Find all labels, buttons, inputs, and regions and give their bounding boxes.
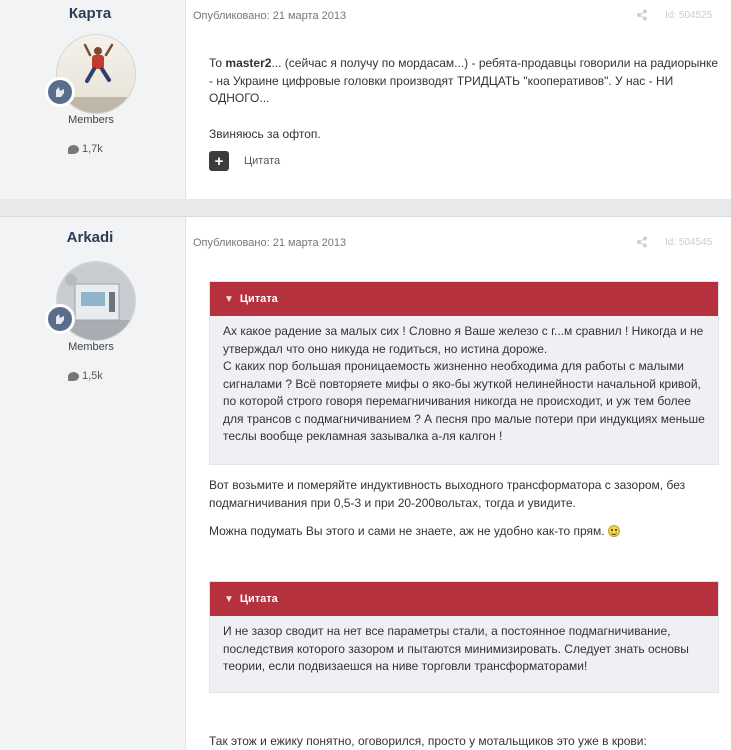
post-content — [209, 55, 719, 143]
quote-line: для трансов с подмагничиванием ? А песня про малые потери при индукциях меньше — [223, 411, 705, 426]
reputation — [68, 143, 103, 155]
reputation-count: 1,7k — [82, 143, 103, 155]
post — [0, 0, 731, 199]
chevron-down-icon: ▼ — [224, 593, 234, 605]
author-name[interactable]: Arkadi — [66, 229, 114, 246]
quote-body — [210, 316, 718, 446]
chevron-down-icon: ▼ — [224, 293, 234, 305]
text-line: подмагничивания при 0,5-3 и при 20-200вольтах, тогда и увидите. — [209, 495, 576, 510]
quote-line: С каких пор большая проницаемость жизненно необходима для работы с малыми — [223, 359, 684, 373]
member-group: Members — [68, 341, 114, 353]
quote-button[interactable]: Цитата — [244, 155, 281, 167]
rank-badge-icon — [45, 77, 75, 107]
quote-line: сигналами ? Всё повторяете мифы о яко-бы жуткой нелинейности начальной кривой, — [223, 376, 701, 391]
post-id: Id: 504545 — [665, 237, 713, 248]
quote-block — [209, 581, 719, 693]
member-group: Members — [68, 114, 114, 126]
mention-bold: master2 — [225, 56, 272, 70]
quote-line: теслы вообще рекламная зазывалка а-ля калгон ! — [223, 429, 503, 443]
post-id: Id: 504525 — [665, 10, 713, 21]
author-name[interactable]: Карта — [68, 5, 112, 22]
text: ... (сейчас я получу по мордасам...) - ребята-продавцы говорили на радиорынке - на Украине цифровые головки производят ТРИДЦАТЬ "кооперативов". У нас - НИ ОДНОГО... — [209, 56, 719, 106]
quote-line: теории, если подвизаешся на ниве торговли трансформаторами! — [223, 659, 588, 673]
quote-block — [209, 281, 719, 465]
quote-line: последствия которого зазором и пытаются минимизировать. Следует знать основы — [223, 641, 689, 656]
post-date[interactable]: Опубликовано: 21 марта 2013 — [193, 237, 347, 249]
author-panel — [0, 0, 186, 199]
quote-line: по которой строго говоря перемагничивания никогда не происходит, и уж тем более — [223, 394, 691, 408]
comment-icon — [68, 145, 79, 154]
post-paragraph: Так этож и ежику понятно, оговорился, просто у мотальщиков это уже в крови: — [209, 734, 647, 748]
reputation — [68, 370, 103, 382]
share-icon[interactable] — [636, 236, 648, 251]
quote-header[interactable] — [210, 582, 718, 616]
quote-body — [210, 616, 718, 676]
quote-line: Ах какое радение за малых сих ! Словно я Ваше железо с г...м сравнил ! Никогда и не — [223, 324, 704, 338]
post-paragraph — [209, 55, 719, 108]
author-panel — [0, 217, 186, 750]
quote-title: Цитата — [239, 293, 278, 305]
text: То — [209, 56, 226, 70]
post-date[interactable]: Опубликовано: 21 марта 2013 — [193, 10, 347, 22]
quote-line: утверждал что оно никуда не годиться, но истина дороже. — [223, 341, 548, 356]
quote-line: И не зазор сводит на нет все параметры стали, а постоянное подмагничивание, — [223, 624, 671, 638]
text-line: Вот возьмите и померяйте индуктивность выходного трансформатора с зазором, без — [209, 478, 686, 492]
comment-icon — [68, 372, 79, 381]
post-paragraph — [209, 477, 719, 512]
smiley-icon — [608, 525, 620, 537]
multiquote-plus-button[interactable]: + — [209, 151, 229, 171]
post-paragraph: Звиняюсь за офтоп. — [209, 126, 321, 141]
post — [0, 216, 731, 750]
rank-badge-icon — [45, 304, 75, 334]
post-paragraph — [209, 523, 719, 541]
share-icon[interactable] — [636, 9, 648, 24]
reputation-count: 1,5k — [82, 370, 103, 382]
quote-header[interactable] — [210, 282, 718, 316]
quote-title: Цитата — [239, 593, 278, 605]
text: Можна подумать Вы этого и сами не знаете, аж не удобно как-то прям. — [209, 524, 605, 538]
